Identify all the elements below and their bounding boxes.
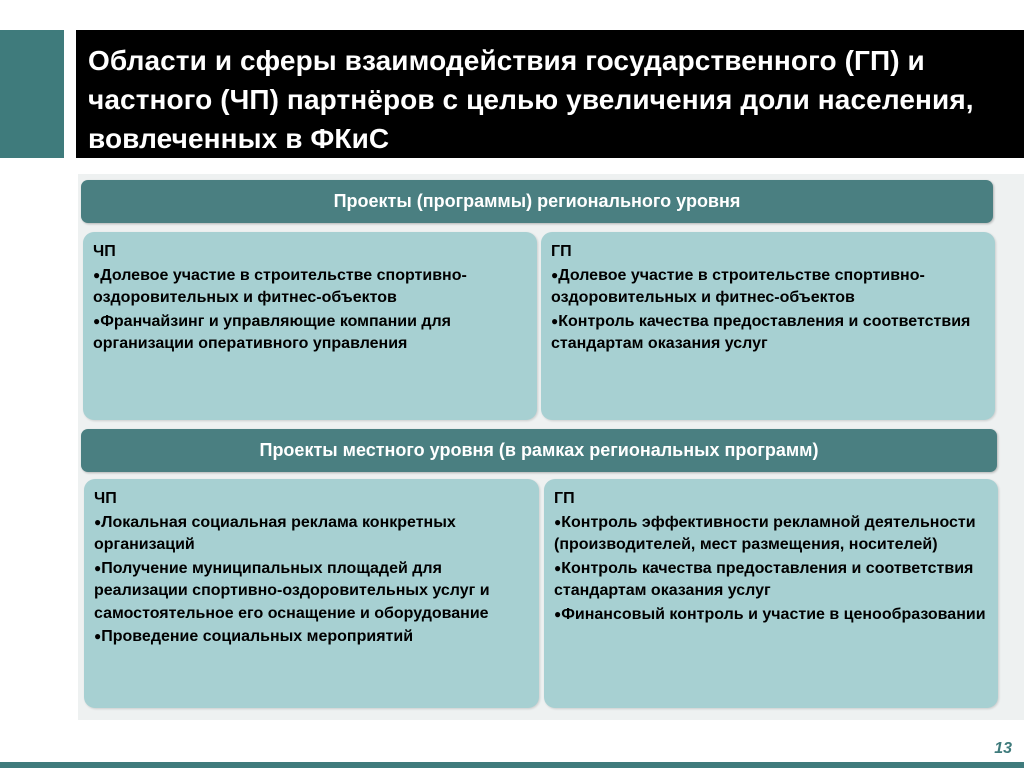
list-item: ● Долевое участие в строительстве спортивно-оздоровительных и фитнес-объектов <box>93 264 529 310</box>
card-regional-public <box>541 232 995 420</box>
card-regional-public-label: ГП <box>551 243 572 260</box>
card-regional-private-label: ЧП <box>93 243 116 260</box>
section-header-local-label: Проекты местного уровня (в рамках региональных программ) <box>259 440 819 460</box>
section-header-regional-label: Проекты (программы) регионального уровня <box>333 191 741 211</box>
section-header-regional <box>81 180 993 223</box>
side-accent-strip <box>0 30 64 158</box>
bottom-accent-line <box>0 762 1024 768</box>
title-bar <box>76 30 1024 158</box>
list-item: ● Долевое участие в строительстве спортивно-оздоровительных и фитнес-объектов <box>551 264 987 310</box>
page-number: 13 <box>994 740 1012 757</box>
card-local-public-label: ГП <box>554 490 575 507</box>
list-item: ● Получение муниципальных площадей для реализации спортивно-оздоровительных услуг и самостоятельное его оснащение и оборудование <box>94 557 531 626</box>
list-item: ● Локальная социальная реклама конкретных организаций <box>94 511 531 557</box>
card-local-public <box>544 479 998 708</box>
card-regional-private <box>83 232 537 420</box>
slide-title: Области и сферы взаимодействия государственного (ГП) и частного (ЧП) партнёров с целью увеличения доли населения, вовлеченных в ФКиС <box>88 45 974 154</box>
list-item: ● Контроль эффективности рекламной деятельности (производителей, мест размещения, носителей) <box>554 511 990 557</box>
list-item: ● Проведение социальных мероприятий <box>94 625 531 649</box>
card-local-private <box>84 479 539 708</box>
list-item: ● Контроль качества предоставления и соответствия стандартам оказания услуг <box>554 557 990 603</box>
section-header-local <box>81 429 997 472</box>
card-local-private-label: ЧП <box>94 490 117 507</box>
list-item: ● Франчайзинг и управляющие компании для организации оперативного управления <box>93 310 529 356</box>
list-item: ● Контроль качества предоставления и соответствия стандартам оказания услуг <box>551 310 987 356</box>
list-item: ● Финансовый контроль и участие в ценообразовании <box>554 603 990 627</box>
